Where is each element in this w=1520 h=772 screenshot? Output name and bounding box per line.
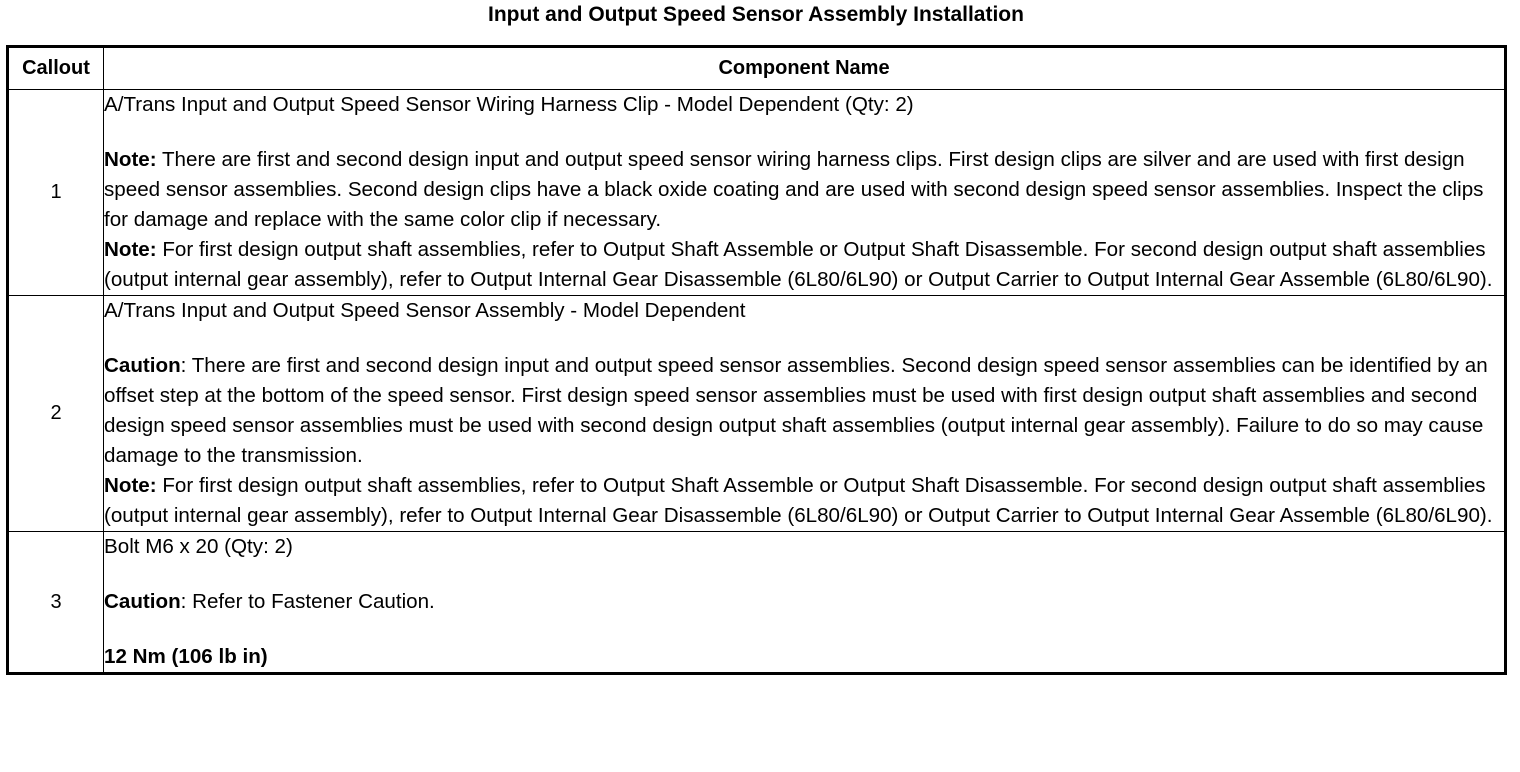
callout-number: 1 — [8, 90, 104, 296]
callout-column-header: Callout — [8, 47, 104, 90]
note-text: For first design output shaft assemblies, refer to Output Shaft Assemble or Output Shaft Disassemble. For second design output shaft assemblies (output internal gear assembly), refer to Output Internal Gear Disassemble (6L80/6L90) or Output Carrier to Output Internal Gear Assemble (6L80/6L90). — [104, 238, 1493, 291]
note-label: Note: — [104, 238, 157, 261]
note-text: There are first and second design input and output speed sensor wiring harness clips. First design clips are silver and are used with first design speed sensor assemblies. Second design clips have a black oxide coating and are used with second design speed sensor assemblies. Inspect the clips for damage and replace with the same color clip if necessary. — [104, 148, 1484, 231]
table-row — [8, 532, 1506, 674]
component-name: A/Trans Input and Output Speed Sensor Assembly - Model Dependent — [104, 299, 746, 322]
note-label: Note: — [104, 474, 157, 497]
paragraph-spacer — [104, 617, 1504, 642]
note-label: Note: — [104, 148, 157, 171]
component-table — [6, 45, 1507, 675]
component-description — [104, 532, 1506, 674]
component-description — [104, 90, 1506, 296]
caution-text: : There are first and second design input and output speed sensor assemblies. Second design speed sensor assemblies can be identified by an offset step at the bottom of the speed sensor. First design speed sensor assemblies must be used with first design output shaft assemblies and second design speed sensor assemblies must be used with second design output shaft assemblies (output internal gear assembly). Failure to do so may cause damage to the transmission. — [104, 354, 1488, 467]
caution-paragraph — [104, 587, 1504, 617]
callout-number: 3 — [8, 532, 104, 674]
paragraph-spacer — [104, 326, 1504, 351]
paragraph-spacer — [104, 120, 1504, 145]
table-row — [8, 90, 1506, 296]
table-header-row — [8, 47, 1506, 90]
torque-spec: 12 Nm (106 lb in) — [104, 645, 268, 668]
note-paragraph — [104, 145, 1504, 235]
paragraph-spacer — [104, 562, 1504, 587]
component-name: A/Trans Input and Output Speed Sensor Wiring Harness Clip - Model Dependent (Qty: 2) — [104, 93, 914, 116]
note-text: For first design output shaft assemblies, refer to Output Shaft Assemble or Output Shaft Disassemble. For second design output shaft assemblies (output internal gear assembly), refer to Output Internal Gear Disassemble (6L80/6L90) or Output Carrier to Output Internal Gear Assemble (6L80/6L90). — [104, 474, 1493, 527]
page-title: Input and Output Speed Sensor Assembly Installation — [488, 3, 1024, 26]
component-name: Bolt M6 x 20 (Qty: 2) — [104, 535, 293, 558]
callout-number: 2 — [8, 296, 104, 532]
component-name-column-header: Component Name — [104, 47, 1506, 90]
note-paragraph — [104, 471, 1504, 531]
note-paragraph — [104, 235, 1504, 295]
caution-text: : Refer to Fastener Caution. — [180, 590, 435, 613]
caution-label: Caution — [104, 590, 181, 613]
caution-label: Caution — [104, 354, 181, 377]
component-description — [104, 296, 1506, 532]
table-row — [8, 296, 1506, 532]
caution-paragraph — [104, 351, 1504, 471]
